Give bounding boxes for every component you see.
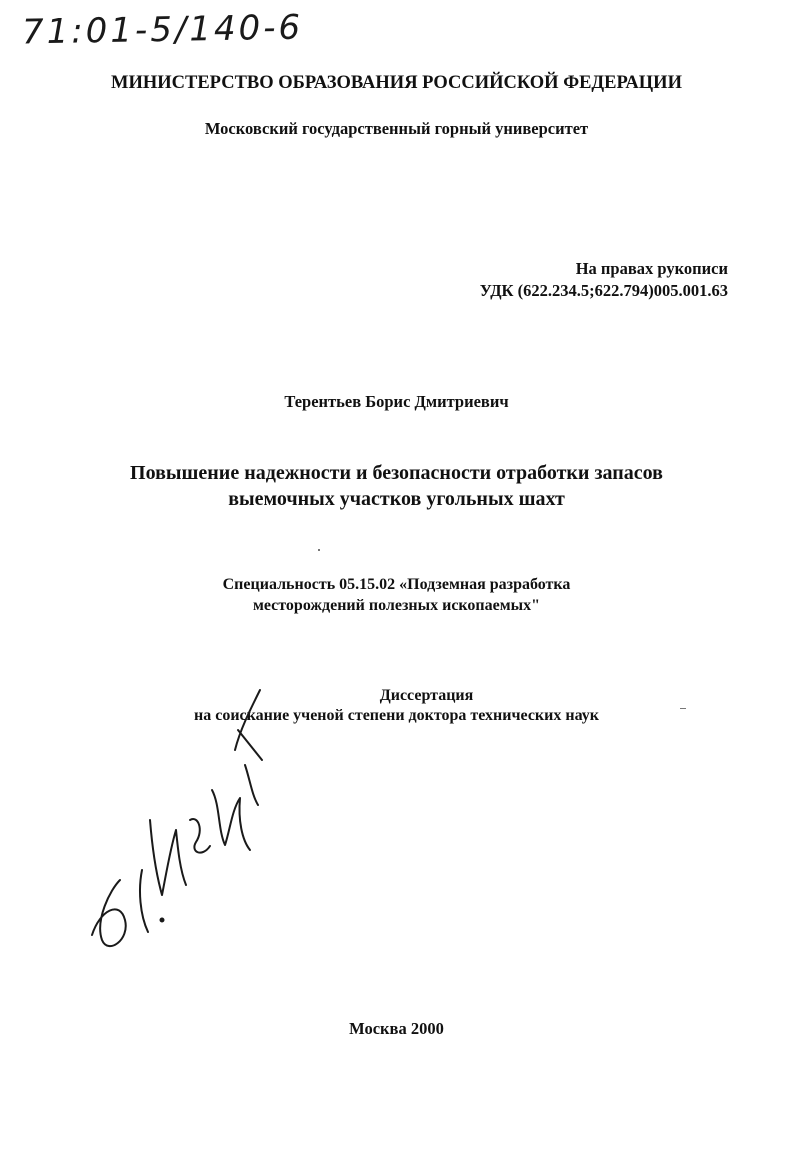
udk-code: УДК (622.234.5;622.794)005.001.63 — [479, 281, 728, 300]
specialty-line-2: месторождений полезных ископаемых" — [252, 597, 541, 614]
title-line-2: выемочных участков угольных шахт — [228, 488, 565, 510]
title-line-1: Повышение надежности и безопасности отработки запасов — [130, 462, 663, 484]
manuscript-rights: На правах рукописи — [575, 259, 728, 278]
ministry-heading: МИНИСТЕРСТВО ОБРАЗОВАНИЯ РОССИЙСКОЙ ФЕДЕРАЦИИ — [111, 73, 682, 93]
degree-line: на соискание ученой степени доктора технических наук — [194, 707, 599, 724]
scan-speck — [318, 549, 320, 551]
university-heading: Московский государственный горный университет — [204, 119, 589, 138]
dissertation-title — [0, 460, 793, 512]
specialty-block — [0, 574, 793, 616]
handwritten-signature — [80, 670, 280, 970]
scan-speck — [680, 708, 686, 709]
rights-block — [480, 258, 728, 302]
city-year: Москва 2000 — [349, 1019, 444, 1038]
specialty-line-1: Специальность 05.15.02 «Подземная разработка — [222, 576, 571, 593]
author-name: Терентьев Борис Дмитриевич — [284, 392, 509, 411]
archive-number: 71:01-5/140-6 — [21, 7, 304, 53]
dissertation-label: Диссертация — [379, 687, 474, 704]
